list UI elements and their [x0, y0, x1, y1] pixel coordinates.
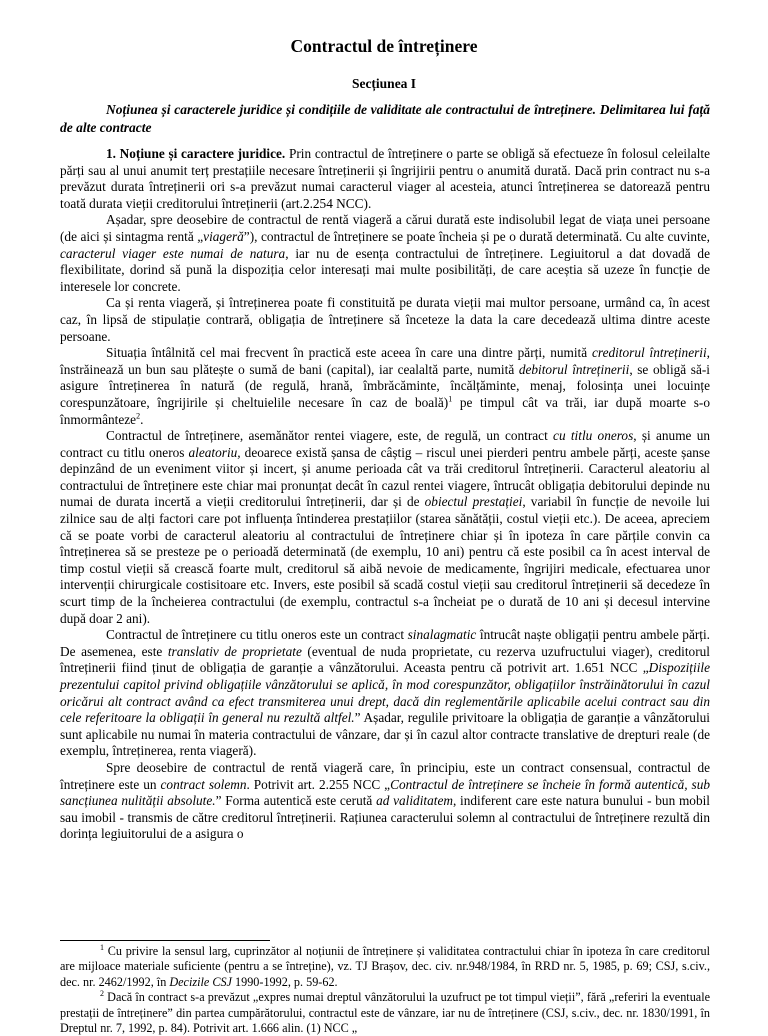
paragraph-heading: 1. Noțiune și caractere juridice.: [106, 146, 286, 161]
section-heading: Secțiunea I: [351, 76, 417, 91]
document-title: Contractul de întreținere: [290, 36, 478, 56]
paragraph-4: Situația întâlnită cel mai frecvent în practică este aceea în care una dintre părți, numită creditorul întreținerii, înstrăinează un bun sau plătește o sumă de bani (capital), iar cealaltă parte, numită debitorul întreținerii, se obligă să-i asigure întreținerea în natură (de regulă, hrană, îmbrăcăminte, încălțăminte, menaj, folosința unei locuințe corespunzătoare, îngrijirile și cheltuielile necesare în caz de boală)$^1$ pe timpul cât va trăi, iar după moarte s-o înmormânteze$^2$.: [60, 345, 710, 427]
body-text: [60, 146, 710, 843]
footnote-1: $^1$ Cu privire la sensul larg, cuprinzător al noțiunii de întreținere și validitatea contractului chiar în ipoteza în care creditorul are mijloace materiale suficiente (pentru a se întreține), vz. TJ Brașov, dec. civ. nr.948/1984, în RRD nr. 5, 1985, p. 69; CSJ, s.civ., dec. nr. 2462/1992, în Decizile CSJ 1990-1992, p. 59-62.: [60, 942, 710, 989]
paragraph-7: Spre deosebire de contractul de rentă viageră care, în principiu, este un contract consensual, contractul de întreținere este un contract solemn. Potrivit art. 2.255 NCC „Contractul de întreținere se încheie în formă autentică, sub sancțiunea nulității absolute.” Forma autentică este cerută ad validitatem, indiferent care este natura bunului - bun mobil sau imobil - transmis de către creditorul întreținerii. Rațiunea caracterului solemn al contractului de întreținere rezultă din dorința legiuitorului de a asigura o: [60, 759, 711, 842]
paragraph-3: Ca și renta viageră, și întreținerea poate fi constituită pe durata vieții mai multor persoane, urmând ca, în acest caz, în lipsă de stipulație contrară, obligația de întreținere să înceteze la data la care decedează ultima dintre aceste persoane.: [60, 295, 710, 344]
footnote-ref-2[interactable]: 2: [136, 411, 141, 421]
paragraph-6: Contractul de întreținere cu titlu oneros este un contract sinalagmatic întrucât naște obligații pentru ambele părți. De asemenea, este translativ de proprietate (eventual de nuda proprietate, cu rezerva uzufructului viager), creditorul întreținerii fiind ținut de obligația de garanție a vânzătorului. Aceasta pentru că potrivit art. 1.651 NCC „Dispozițiile prezentului capitol privind obligațiile vânzătorului se aplică, în mod corespunzător, obligațiilor înstrăinătorului în cazul oricărui alt contract având ca efect transmiterea unui drept, dacă din reglementările aplicabile acelui contract sau din cele referitoare la obligații în general nu rezultă altfel.” Așadar, regulile privitoare la obligația de garanție a vânzătorului sunt aplicabile nu numai în materia contractului de vânzare, dar și în cazul altor contracte translative de drepturi reale (de exemplu, întreținerea, renta viageră).: [60, 627, 710, 759]
footnote-ref-1[interactable]: 1: [448, 394, 453, 404]
paragraph-5: Contractul de întreținere, asemănător rentei viagere, este, de regulă, un contract cu titlu oneros, și anume un contract cu titlu oneros aleatoriu, deoarece există șansa de câștig – riscul unei pierderi pentru ambele părți, aceste șanse depinzând de un eveniment viitor și incert, și anume perioada cât va trăi creditorul întreținerii. Caracterul aleatoriu al contractului de întreținere este chiar mai pronunțat decât în cazul rentei viagere, întrucât obligația debitorului depinde nu numai de durata incertă a vieții creditorului întreținerii, dar și de obiectul prestației, variabil în funcție de nevoile lui zilnice sau de alți factori care pot influența întinderea prestațiilor (starea sănătății, costul vieții etc.). De aceea, apreciem că se poate vorbi de caracterul aleatoriu al contractului de întreținere chiar și în ipoteza în care părțile convin ca întreținerea să se presteze pe o perioadă determinată (de exemplu, 10 ani) pentru că este posibil ca în acest interval de timp costul vieții să crească foarte mult, creditorul să aibă nevoie de medicamente, îngrijiri medicale, efectuarea unor intervenții chirurgicale costisitoare etc. Invers, este posibil să scadă costul vieții sau creditorul întreținerii să decedeze în scurt timp de la încheierea contractului (de exemplu, contractul s-a încheiat pe o durată de 10 ani și decesul intervine după doar 2 ani).: [60, 428, 711, 626]
footnotes: [60, 944, 710, 1036]
footnote-separator: [60, 940, 270, 941]
paragraph-1: 1. Noțiune și caractere juridice. Prin contractul de întreținere o parte se obligă să efectueze în folosul celeilalte părți sau al unui anumit terț prestațiile necesare întreținerii și îngrijirii pentru o anumită durată. Dacă prin contract nu s-a prevăzut durata întreținerii ori s-a prevăzut numai caracterul viager al acesteia, atunci întreținerea se datorează pentru toată durata vieții creditorului întreținerii (art.2.254 NCC).: [60, 146, 710, 211]
paragraph-2: Așadar, spre deosebire de contractul de rentă viageră a cărui durată este indisolubil legat de viața unei persoane (de aici și sintagma rentă „viageră”), contractul de întreținere se poate încheia și pe o durată determinată. Cu alte cuvinte, caracterul viager este numai de natura, iar nu de esența contractului de întreținere. Legiuitorul a dat dovadă de flexibilitate, dorind să pună la dispoziția celor interesați mai multe posibilități, de care aceștia să uzeze în funcție de interesele lor concrete.: [60, 212, 710, 294]
footnote-2: $^2$ Dacă în contract s-a prevăzut „expres numai dreptul vânzătorului la uzufruct pe tot timpul vieții”, fără „referiri la eventuale prestații de întreținere” din partea cumpărătorului, contractul este de vânzare, iar nu de întreținere (CSJ, s.civ., dec. nr. 1830/1991, în Dreptul nr. 7, 1992, p. 84). Potrivit art. 1.666 alin. (1) NCC „: [60, 989, 710, 1036]
section-subtitle: Noțiunea și caracterele juridice și condițiile de validitate ale contractului de întreținere. Delimitarea lui față de alte contracte: [60, 102, 710, 135]
